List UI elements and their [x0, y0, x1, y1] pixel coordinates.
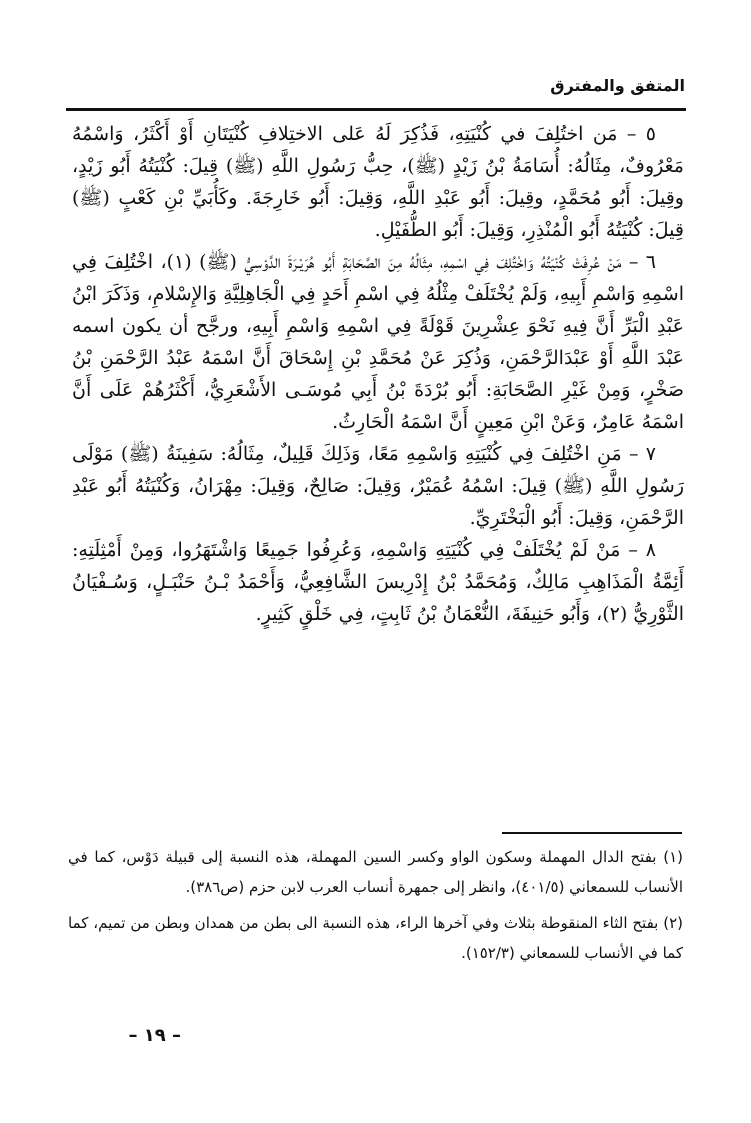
- main-text: [72, 118, 684, 630]
- paragraph-6: ٦ – مَنْ عُرِفَتْ كُنْيَتُهُ وَاخْتُلِفَ فِي اسْمِهِ، مِثَالُهُ مِنَ الصَّحَابَةِ أَبُو هُرَيْـرَةَ الدَّوْسِيُّ (ﷺ) (١)، اخْتُلِفَ فِي اسْمِهِ وَاسْمِ أَبِيهِ، وَلَمْ يُخْتَلَفْ مِثْلُهُ فِي اسْمِ أَحَدٍ فِي الْجَاهِلِيَّةِ وَالإِسْلامِ، وَذَكَرَ ابْنُ عَبْدِ الْبَرِّ أَنَّ فِيهِ نَحْوَ عِشْرِينَ قَوْلَةً فِي اسْمِهِ وَاسْمِ أَبِيهِ، ورجَّح أن يكون اسمه عَبْدَ اللَّهِ أَوْ عَبْدَالرَّحْمَنِ، وَذُكِرَ عَنْ مُحَمَّدِ بْنِ إِسْحَاقَ أَنَّ اسْمَهُ عَبْدُ الرَّحْمَنِ بْنُ صَخْرٍ، وَمِنْ غَيْرِ الصَّحَابَةِ: أَبُو بُرْدَةَ بْنُ أَبِي مُوسَـى الأَشْعَرِيُّ، أَكْثَرُهُمْ عَلَى أَنَّ اسْمَهُ عَامِرٌ، وَعَنْ ابْنِ مَعِينٍ أَنَّ اسْمَهُ الْحَارِثُ.: [72, 251, 684, 433]
- footnote-1: (١) بفتح الدال المهملة وسكون الواو وكسر السين المهملة، هذه النسبة إلى قبيلة دَوْس، كما في الأنساب للسمعاني (٤٠١/٥)، وانظر إلى جمهرة أنساب العرب لابن حزم (ص٣٨٦).: [68, 848, 683, 896]
- paragraph-8: ٨ – مَنْ لَمْ يُخْتَلَفْ فِي كُنْيَتِهِ وَاسْمِهِ، وَعُرِفُوا جَمِيعًا وَاشْتَهَرُوا، وَمِنْ أَمْثِلَتِهِ: أَئِمَّةُ الْمَذَاهِبِ مَالِكٌ، وَمُحَمَّدُ بْنُ إِدْرِيسَ الشَّافِعِيُّ، وَأَحْمَدُ بْـنُ حَنْبَـلٍ، وَسُـفْيَانُ الثَّوْرِيُّ (٢)، وَأَبُو حَنِيفَةَ، النُّعْمَانُ بْنُ ثَابِتٍ، فِي خَلْقٍ كَثِيرٍ.: [72, 539, 684, 625]
- footnote-separator: [502, 832, 682, 834]
- page-number: – ١٩ –: [128, 1025, 181, 1046]
- footnotes: [68, 842, 683, 974]
- footnote-2: (٢) بفتح الثاء المنقوطة بثلاث وفي آخرها الراء، هذه النسبة الى بطن من همدان وبطن من تميم، كما كما في الأنساب للسمعاني (١٥٢/٣).: [68, 914, 683, 962]
- paragraph-7: ٧ – مَنِ اخْتُلِفَ فِي كُنْيَتِهِ وَاسْمِهِ مَعًا، وَذَلِكَ قَلِيلٌ، مِثَالُهُ: سَفِينَةُ (ﷺ) مَوْلَى رَسُولِ اللَّهِ (ﷺ) قِيلَ: اسْمُهُ عُمَيْرٌ، وَقِيلَ: صَالِحٌ، وَقِيلَ: مِهْرَانُ، وَكُنْيَتُهُ أَبُو عَبْدِ الرَّحْمَنِ، وَقِيلَ: أَبُو الْبَخْتَرِيِّ.: [72, 443, 684, 529]
- header-rule: [66, 108, 686, 111]
- running-header: المتفق والمفترق: [550, 76, 685, 95]
- paragraph-5: ٥ – مَن اختُلِفَ في كُنْيَتِهِ، فَذُكِرَ لَهُ عَلى الاختِلافِ كُنْيَتَانِ أَوْ أَكْثَرُ، وَاسْمُهُ مَعْرُوفٌ، مِثَالُهُ: أُسَامَةُ بْنُ زَيْدٍ (ﷺ)، حِبُّ رَسُولِ اللَّهِ (ﷺ) قِيلَ: كُنْيَتُهُ أَبُو زَيْدٍ، وقِيلَ: أَبُو مُحَمَّدٍ، وقِيلَ: أَبُو عَبْدِ اللَّهِ، وَقِيلَ: أَبُو خَارِجَةَ. وكَأُبَيِّ بْنِ كَعْبٍ (ﷺ) قِيلَ: كُنْيَتُهُ أَبُو الْمُنْذِرِ، وَقِيلَ: أَبُو الطُّفَيْلِ.: [72, 123, 684, 241]
